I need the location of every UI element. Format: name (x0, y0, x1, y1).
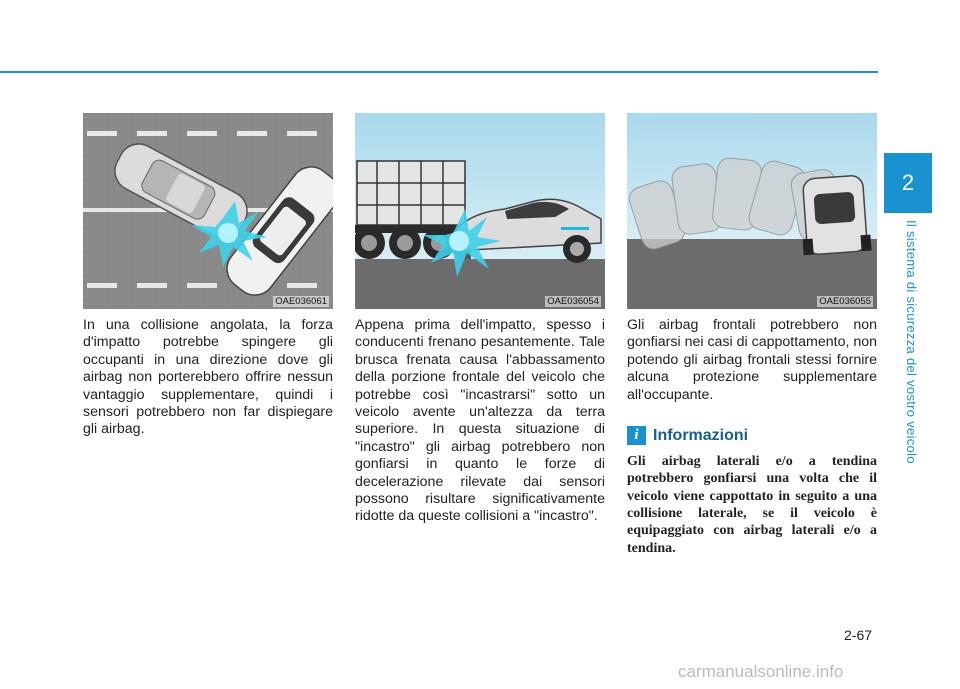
figure-code: OAE036061 (275, 296, 327, 307)
paragraph-underride-collision: Appena prima dell'impatto, spesso i conducenti frenano pesantemente. Tale brusca frenata causa l'abbassamento della porzione frontale del veicolo che potrebbe così "incastrarsi" sotto un veicolo avente un'altezza da terra superiore. In questa situazione di "incastro" gli airbag potrebbero non gonfiarsi in quanto le forze di decelerazione rilevate dai sensori possono risultare significativamente ridotte da queste collisioni a "incastro". (355, 317, 605, 525)
paragraph-angled-collision: In una collisione angolata, la forza d'impatto potrebbe spingere gli occupanti in una direzione dove gli airbag non porterebbero offrire nessun vantaggio supplementare, quindi i sensori potrebbero non far dispiegare gli airbag. (83, 317, 333, 438)
figure-angled-collision (83, 113, 333, 309)
info-paragraph: Gli airbag laterali e/o a tendina potrebbero gonfiarsi una volta che il veicolo viene cappottato in seguito a una collisione laterale, se il veicolo è equipaggiato con airbag laterali e/o a tendina. (627, 454, 877, 556)
info-icon: i (627, 426, 646, 445)
info-title: Informazioni (653, 426, 749, 444)
page-number: 2-67 (844, 627, 873, 643)
header-rule (0, 71, 878, 73)
column-underride-collision (355, 113, 605, 526)
paragraph-rollover: Gli airbag frontali potrebbero non gonfiarsi nei casi di cappottamento, non potendo gli airbag frontali stessi fornire alcuna protezione supplementare all'occupante. (627, 317, 878, 403)
column-rollover (627, 113, 877, 557)
figure-code: OAE036055 (819, 296, 871, 307)
info-heading (627, 426, 877, 445)
column-angled-collision (83, 113, 333, 439)
rollover-illustration (627, 113, 877, 309)
figure-code: OAE036054 (547, 296, 599, 307)
watermark: carmanualsonline.info (678, 662, 844, 681)
underride-collision-illustration (355, 113, 605, 309)
chapter-title: Il sistema di sicurezza del vostro veicolo (904, 220, 919, 464)
chapter-number-tab: 2 (884, 153, 932, 213)
angled-collision-illustration (83, 113, 333, 309)
figure-rollover (627, 113, 877, 309)
figure-underride-collision (355, 113, 605, 309)
